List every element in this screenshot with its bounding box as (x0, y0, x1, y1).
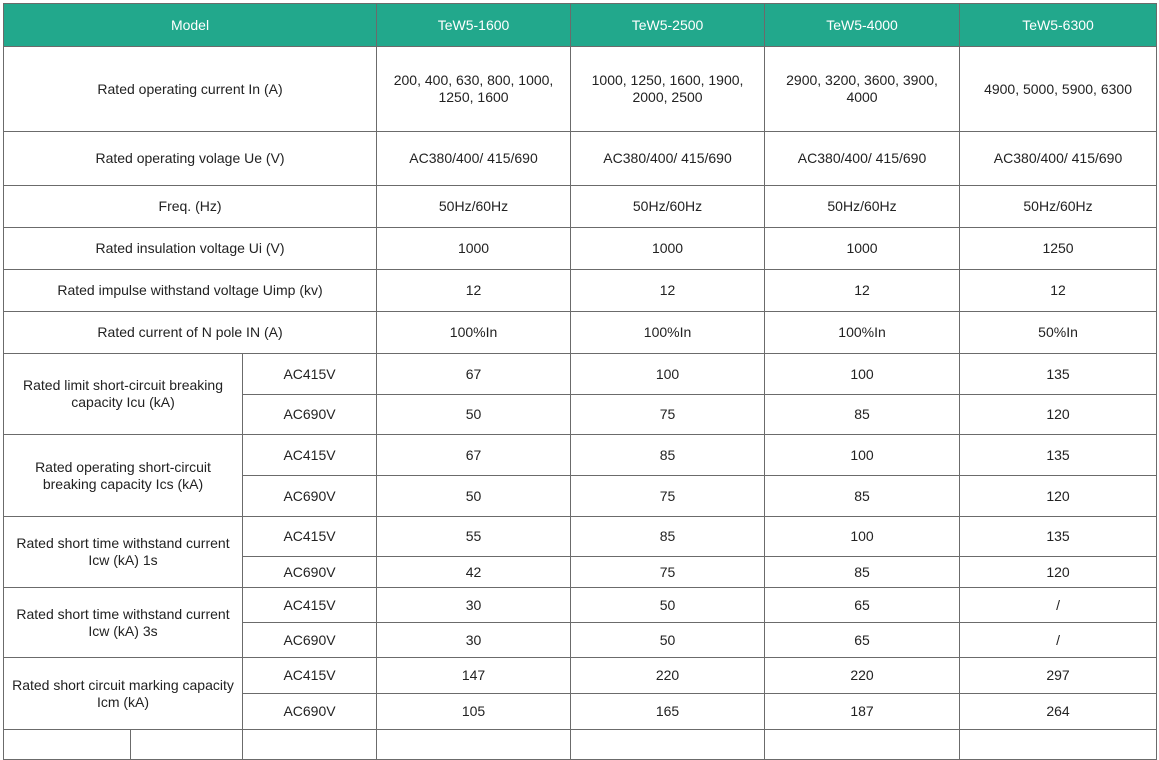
table-cell: 85 (765, 395, 960, 435)
group-label: Rated short time withstand current Icw (kA) 1s (4, 517, 243, 588)
table-cell: 65 (765, 588, 960, 623)
row-label: Rated operating volage Ue (V) (4, 132, 377, 186)
model-col-header: TeW5-6300 (960, 4, 1157, 47)
model-header: Model (4, 4, 377, 47)
table-cell: 50 (571, 623, 765, 658)
table-row (4, 658, 1157, 694)
table-cell: 100 (765, 517, 960, 557)
table-cell: 75 (571, 395, 765, 435)
table-cell: 75 (571, 476, 765, 517)
group-label: Rated short time withstand current Icw (kA) 3s (4, 588, 243, 658)
table-cell: / (960, 623, 1157, 658)
table-cell: 67 (377, 354, 571, 395)
table-row (4, 730, 1157, 760)
spec-table (3, 3, 1157, 760)
table-cell: 100 (765, 354, 960, 395)
table-cell: AC380/400/ 415/690 (377, 132, 571, 186)
table-row (4, 435, 1157, 476)
row-label: Freq. (Hz) (4, 186, 377, 228)
table-cell: 105 (377, 694, 571, 730)
table-cell: 135 (960, 517, 1157, 557)
table-cell: 50Hz/60Hz (571, 186, 765, 228)
table-cell: 30 (377, 623, 571, 658)
table-cell: 12 (571, 270, 765, 312)
table-cell: 264 (960, 694, 1157, 730)
table-cell: 100 (571, 354, 765, 395)
table-cell: 1000 (377, 228, 571, 270)
table-cell: 85 (571, 435, 765, 476)
voltage-cell: AC690V (243, 623, 377, 658)
table-cell: 120 (960, 395, 1157, 435)
row-label: Rated insulation voltage Ui (V) (4, 228, 377, 270)
table-cell: 135 (960, 435, 1157, 476)
table-cell: 135 (960, 354, 1157, 395)
table-cell: 50%In (960, 312, 1157, 354)
table-row (4, 517, 1157, 557)
table-cell (243, 730, 377, 760)
table-cell: 67 (377, 435, 571, 476)
table-row (4, 228, 1157, 270)
model-col-header: TeW5-1600 (377, 4, 571, 47)
group-label: Rated limit short-circuit breaking capacity Icu (kA) (4, 354, 243, 435)
table-row (4, 132, 1157, 186)
table-row (4, 354, 1157, 395)
table-cell: 85 (765, 476, 960, 517)
table-cell: AC380/400/ 415/690 (765, 132, 960, 186)
table-cell: AC380/400/ 415/690 (571, 132, 765, 186)
table-cell (571, 730, 765, 760)
table-cell: 50 (377, 395, 571, 435)
table-cell: 4900, 5000, 5900, 6300 (960, 47, 1157, 132)
table-row (4, 47, 1157, 132)
table-cell: 120 (960, 476, 1157, 517)
table-row (4, 186, 1157, 228)
table-row (4, 312, 1157, 354)
table-cell (4, 730, 131, 760)
table-cell: 220 (571, 658, 765, 694)
table-cell: 50Hz/60Hz (765, 186, 960, 228)
voltage-cell: AC415V (243, 517, 377, 557)
table-cell: 297 (960, 658, 1157, 694)
table-cell: 2900, 3200, 3600, 3900, 4000 (765, 47, 960, 132)
table-cell: 1000 (765, 228, 960, 270)
table-cell: 30 (377, 588, 571, 623)
table-cell: 85 (765, 557, 960, 588)
table-cell: 187 (765, 694, 960, 730)
table-cell: 50Hz/60Hz (960, 186, 1157, 228)
group-label: Rated operating short-circuit breaking capacity Ics (kA) (4, 435, 243, 517)
table-cell: 1250 (960, 228, 1157, 270)
table-cell (960, 730, 1157, 760)
model-col-header: TeW5-2500 (571, 4, 765, 47)
table-cell: 200, 400, 630, 800, 1000, 1250, 1600 (377, 47, 571, 132)
table-cell: 42 (377, 557, 571, 588)
table-cell: 1000, 1250, 1600, 1900, 2000, 2500 (571, 47, 765, 132)
table-cell: 100%In (377, 312, 571, 354)
table-cell: 55 (377, 517, 571, 557)
table-cell: 85 (571, 517, 765, 557)
table-cell: 12 (377, 270, 571, 312)
row-label: Rated impulse withstand voltage Uimp (kv) (4, 270, 377, 312)
table-cell: AC380/400/ 415/690 (960, 132, 1157, 186)
table-cell: 65 (765, 623, 960, 658)
header-row (4, 4, 1157, 47)
voltage-cell: AC690V (243, 395, 377, 435)
table-cell: 50 (377, 476, 571, 517)
table-cell (377, 730, 571, 760)
table-cell (131, 730, 243, 760)
voltage-cell: AC415V (243, 588, 377, 623)
table-cell: 12 (960, 270, 1157, 312)
voltage-cell: AC690V (243, 694, 377, 730)
voltage-cell: AC415V (243, 354, 377, 395)
table-cell: 100%In (571, 312, 765, 354)
group-label: Rated short circuit marking capacity Icm (kA) (4, 658, 243, 730)
table-cell (765, 730, 960, 760)
voltage-cell: AC690V (243, 557, 377, 588)
table-cell: / (960, 588, 1157, 623)
table-row (4, 588, 1157, 623)
table-cell: 1000 (571, 228, 765, 270)
row-label: Rated operating current In (A) (4, 47, 377, 132)
table-cell: 165 (571, 694, 765, 730)
voltage-cell: AC415V (243, 658, 377, 694)
table-cell: 147 (377, 658, 571, 694)
table-row (4, 270, 1157, 312)
voltage-cell: AC690V (243, 476, 377, 517)
table-cell: 100%In (765, 312, 960, 354)
table-cell: 50 (571, 588, 765, 623)
table-cell: 12 (765, 270, 960, 312)
row-label: Rated current of N pole IN (A) (4, 312, 377, 354)
table-cell: 75 (571, 557, 765, 588)
model-col-header: TeW5-4000 (765, 4, 960, 47)
table-cell: 120 (960, 557, 1157, 588)
table-cell: 50Hz/60Hz (377, 186, 571, 228)
voltage-cell: AC415V (243, 435, 377, 476)
table-cell: 100 (765, 435, 960, 476)
table-cell: 220 (765, 658, 960, 694)
